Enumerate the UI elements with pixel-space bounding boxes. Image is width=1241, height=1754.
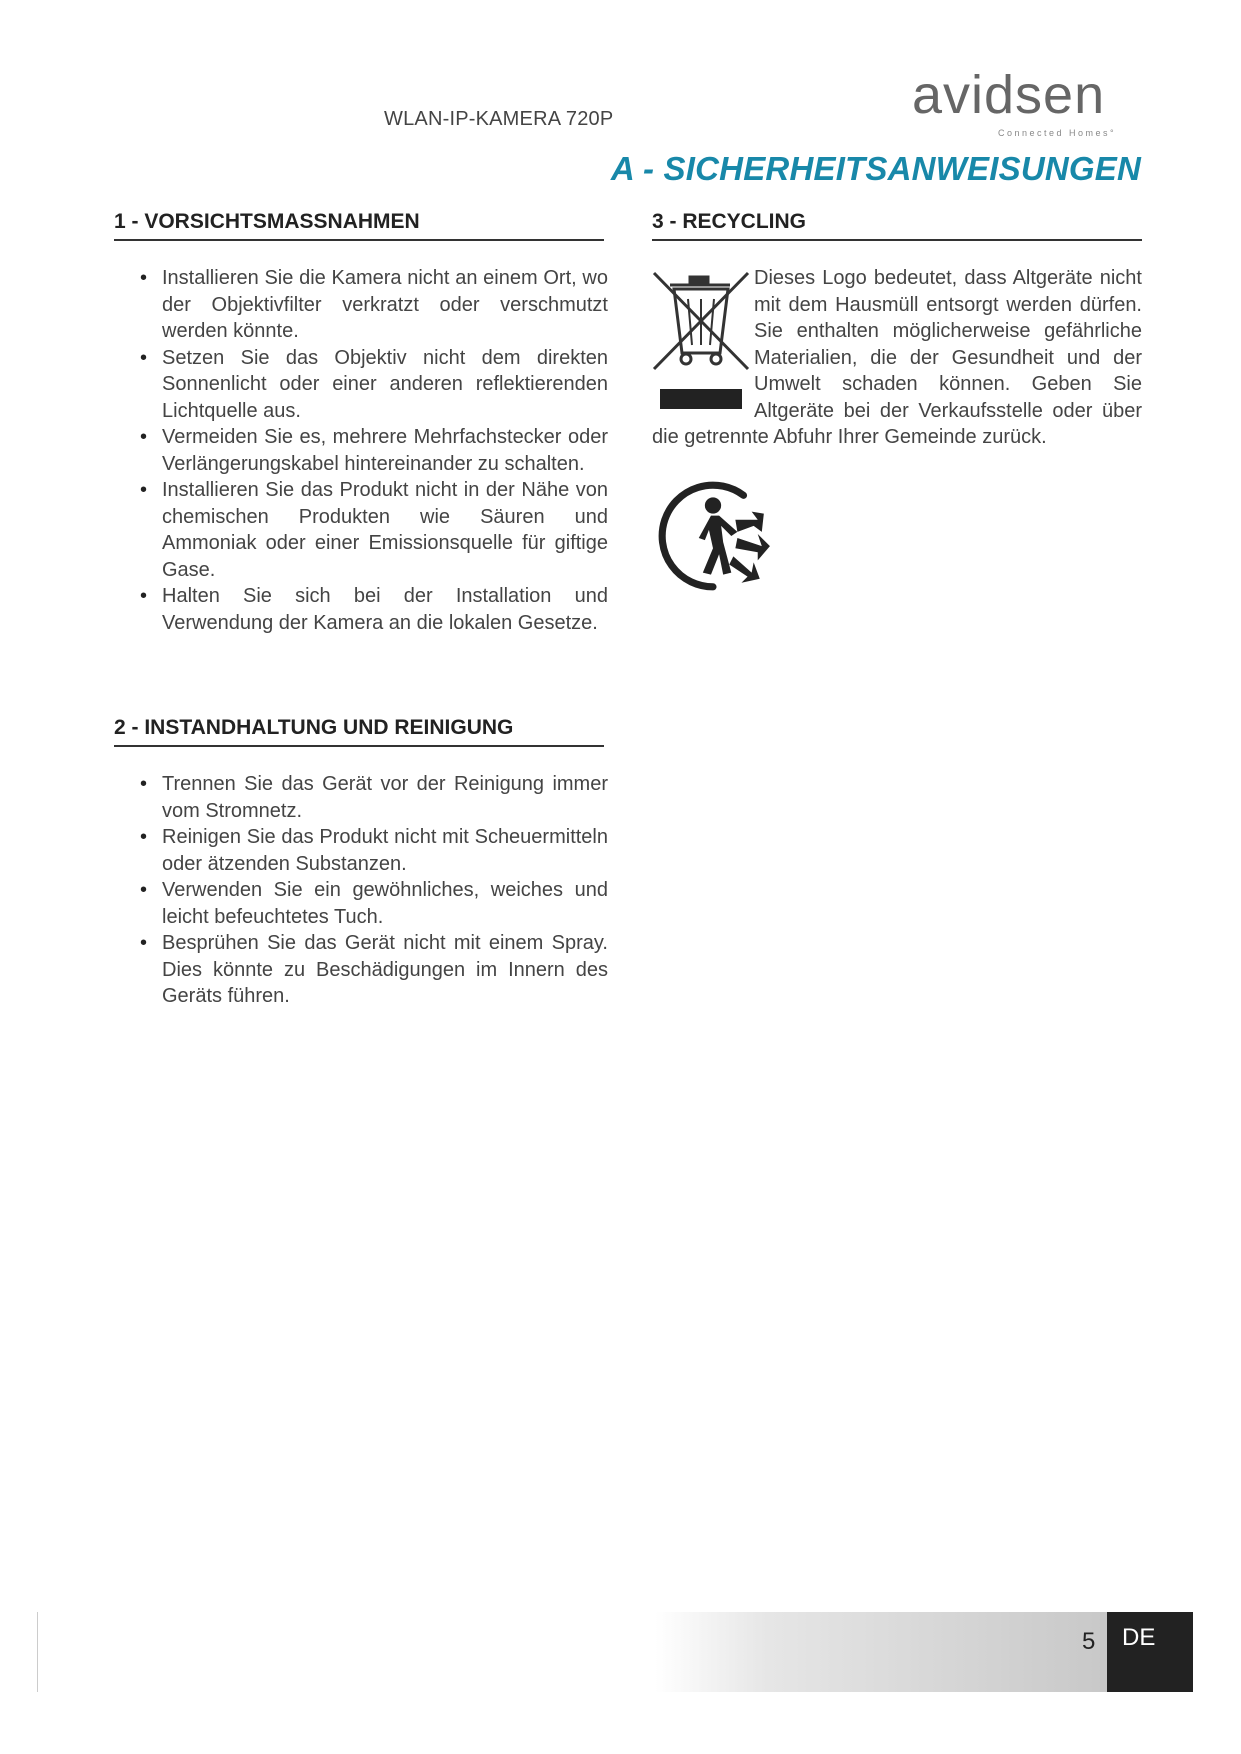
section-heading: 2 - INSTANDHALTUNG UND REINIGUNG (114, 716, 604, 747)
list-item: • Besprühen Sie das Gerät nicht mit einem Spray. Dies könnte zu Beschädigungen im Innern des Geräts führen. (140, 930, 608, 1010)
section-recycling (652, 210, 1142, 597)
avidsen-logo (912, 65, 1132, 145)
footer-left-rule (37, 1612, 38, 1692)
triman-recycling-icon (652, 475, 774, 597)
logo-wordmark: avidsen (912, 65, 1106, 125)
maintenance-list (140, 771, 608, 1010)
section-precautions (114, 210, 608, 636)
footer-gradient-bar (655, 1612, 1107, 1692)
weee-crossed-bin-icon (652, 265, 752, 413)
list-item: • Verwenden Sie ein gewöhnliches, weiches und leicht befeuchtetes Tuch. (140, 877, 608, 930)
list-item: • Vermeiden Sie es, mehrere Mehrfachstecker oder Verlängerungskabel hintereinander zu schalten. (140, 424, 608, 477)
list-item: • Installieren Sie die Kamera nicht an einem Ort, wo der Objektivfilter verkratzt oder verschmutzt werden könnte. (140, 265, 608, 345)
list-item: • Halten Sie sich bei der Installation und Verwendung der Kamera an die lokalen Gesetze. (140, 583, 608, 636)
page-title: A - SICHERHEITSANWEISUNGEN (610, 150, 1141, 187)
page-number: 5 (1082, 1628, 1096, 1655)
list-item: • Installieren Sie das Produkt nicht in der Nähe von chemischen Produkten wie Säuren und Ammoniak oder einer Emissionsquelle für giftige Gase. (140, 477, 608, 583)
language-label: DE (1122, 1624, 1156, 1651)
section-heading: 1 - VORSICHTSMASSNAHMEN (114, 210, 604, 241)
logo-tagline: Connected Homes° (998, 128, 1117, 138)
recycling-text: Dieses Logo bedeutet, dass Altgeräte nicht mit dem Hausmüll entsorgt werden dürfen. Sie enthalten möglicherweise gefährliche Materialien, die der Gesundheit und der Umwelt schaden können. Geben Sie Altgeräte bei der Verkaufsstelle oder über die getrennte Abfuhr Ihrer Gemeinde zurück. (652, 267, 1142, 448)
section-maintenance (114, 716, 608, 1010)
precautions-list (140, 265, 608, 636)
list-item: • Setzen Sie das Objektiv nicht dem direkten Sonnenlicht oder einer anderen reflektierenden Lichtquelle aus. (140, 345, 608, 425)
list-item: • Reinigen Sie das Produkt nicht mit Scheuermitteln oder ätzenden Substanzen. (140, 824, 608, 877)
list-item: • Trennen Sie das Gerät vor der Reinigung immer vom Stromnetz. (140, 771, 608, 824)
section-heading: 3 - RECYCLING (652, 210, 1142, 241)
document-title: WLAN-IP-KAMERA 720P (384, 108, 614, 130)
